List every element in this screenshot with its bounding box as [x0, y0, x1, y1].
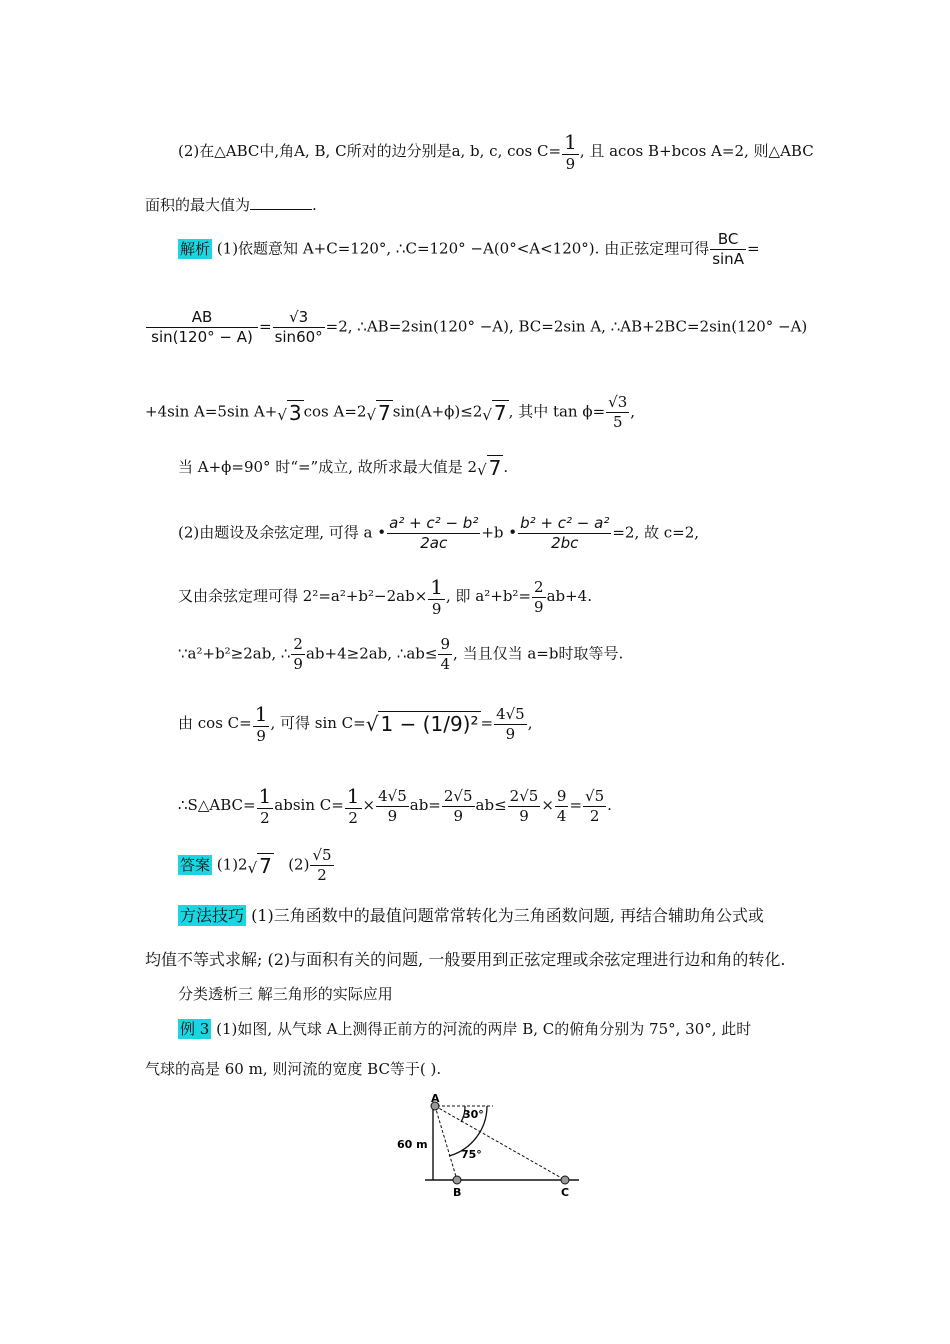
solution-line-6: 又由余弦定理可得 2²=a²+b²−2ab× $\frac{1}{9}$ , 即 a²+b²= $\frac{2}{9}$ ab+4.	[178, 575, 592, 618]
fraction: $\frac{2}{9}$	[293, 635, 303, 673]
point-b	[453, 1176, 461, 1184]
fraction: $\frac{2√5}{9}$	[509, 786, 539, 825]
solution-line-2: $\frac{AB}{\sin(120^\circ - A)}$ = $\frac{√3}{\sin 60^\circ}$ =2, ∴AB=2sin(120° −A), BC=2sin A, ∴AB+2BC=2sin(120° −A)	[145, 310, 807, 345]
question-2-line-2: 面积的最大值为 .	[145, 196, 317, 214]
section-title: 分类透析三 解三角形的实际应用	[178, 985, 393, 1003]
fraction: $\frac{4√5}{9}$	[378, 786, 407, 825]
answer-line: 答案 (1)2√ 7 (2) $\frac{√5}{2}$	[180, 846, 332, 884]
solution-line-4: 当 A+ϕ=90° 时“=”成立, 故所求最大值是 2√ 7 .	[178, 456, 509, 480]
fraction: $\frac{9}{4}$	[556, 786, 567, 825]
tag-analysis: 解析	[180, 239, 211, 258]
point-c	[561, 1176, 569, 1184]
fraction: $\frac{1}{9}$	[564, 130, 577, 173]
fraction: $\frac{2√5}{9}$	[443, 786, 473, 825]
label-75: 75°	[461, 1148, 482, 1161]
question-2-line-1: (2)在△ABC中,角A, B, C所对的边分别是a, b, c, cos C= $\frac{1}{9}$ , 且 acos B+bcos A=2, 则△ABC	[178, 130, 814, 173]
solution-line-8: 由 cos C= $\frac{1}{9}$ , 可得 sin C=√ 1 − (1/9)² = $\frac{4√5}{9}$ ,	[178, 702, 533, 745]
fraction: $\frac{1}{2}$	[258, 784, 272, 827]
answer-blank	[250, 195, 312, 210]
fraction: $\frac{9}{4}$	[440, 635, 451, 673]
fraction: $\frac{√3}{\sin 60^\circ}$	[274, 308, 323, 346]
tag-answer: 答案	[180, 855, 211, 874]
fraction: $\frac{√5}{2}$	[312, 846, 332, 884]
fraction: $\frac{4√5}{9}$	[496, 704, 525, 743]
fraction: $\frac{√5}{2}$	[585, 786, 605, 825]
sqrt: √ 7	[247, 853, 272, 878]
fraction: $\frac{1}{9}$	[254, 702, 268, 745]
fraction: $\frac{\text{b² + c² − a²}}{2bc}$	[520, 514, 610, 552]
fraction: $\frac{AB}{\sin(120^\circ - A)}$	[146, 310, 258, 345]
solution-line-5: (2)由题设及余弦定理, 可得 a • $\frac{\text{a² + c² − b²}}{2ac}$ +b • $\frac{\text{b² + c² − a²}}{2bc}$ =2, 故 c=2,	[178, 514, 700, 552]
fraction: $\frac{\text{a² + c² − b²}}{2ac}$	[389, 514, 479, 552]
fraction: $\frac{1}{2}$	[346, 784, 360, 827]
example-3-line-2: 气球的高是 60 m, 则河流的宽度 BC等于( ).	[145, 1060, 442, 1078]
fraction: $\frac{√3}{5}$	[608, 393, 628, 431]
label-b: B	[453, 1186, 462, 1199]
sqrt: √ 7	[477, 456, 502, 480]
label-a: A	[431, 1092, 440, 1105]
line-ac	[435, 1106, 565, 1180]
sqrt: √ 1 − (1/9)²	[365, 712, 479, 736]
fraction: $\frac{1}{9}$	[430, 575, 443, 618]
solution-line-7: ∵a²+b²≥2ab, ∴ $\frac{2}{9}$ ab+4≥2ab, ∴ab≤ $\frac{9}{4}$ , 当且仅当 a=b时取等号.	[178, 635, 624, 673]
sqrt: √ 7	[366, 400, 391, 425]
balloon-river-figure	[395, 1092, 595, 1204]
tips-line-1: 方法技巧 (1)三角函数中的最值问题常常转化为三角函数问题, 再结合辅助角公式或	[180, 906, 764, 925]
solution-line-1: 解析 (1)依题意知 A+C=120°, ∴C=120° −A(0°<A<120°). 由正弦定理可得 $\frac{BC}{\sin A}$ =	[180, 230, 760, 268]
example-3-line-1: 例 3 (1)如图, 从气球 A上测得正前方的河流的两岸 B, C的俯角分别为 75°, 30°, 此时	[180, 1020, 752, 1038]
fraction: $\frac{BC}{\sin A}$	[712, 230, 744, 268]
tips-line-2: 均值不等式求解; (2)与面积有关的问题, 一般要用到正弦定理或余弦定理进行边和角的转化.	[145, 950, 786, 969]
fraction: $\frac{2}{9}$	[534, 577, 544, 616]
label-30: 30°	[463, 1108, 484, 1121]
sqrt: √ 7	[482, 400, 507, 425]
label-height: 60 m	[397, 1138, 428, 1151]
solution-line-3: +4sin A=5sin A+√ 3 cos A=2√ 7 sin(A+ϕ)≤2√ 7 , 其中 tan ϕ= $\frac{√3}{5}$ ,	[145, 393, 636, 431]
tag-method: 方法技巧	[180, 906, 245, 925]
solution-line-9: ∴S△ABC= $\frac{1}{2}$ absin C= $\frac{1}{2}$ × $\frac{4√5}{9}$ ab= $\frac{2√5}{9}$ ab≤ $\frac{2√5}{9}$ × $\frac{9}{4}$ = $\frac{√5}{2}$ .	[178, 784, 612, 827]
label-c: C	[561, 1186, 570, 1199]
sqrt: √ 3	[277, 400, 302, 425]
tag-example-3: 例 3	[180, 1020, 210, 1038]
